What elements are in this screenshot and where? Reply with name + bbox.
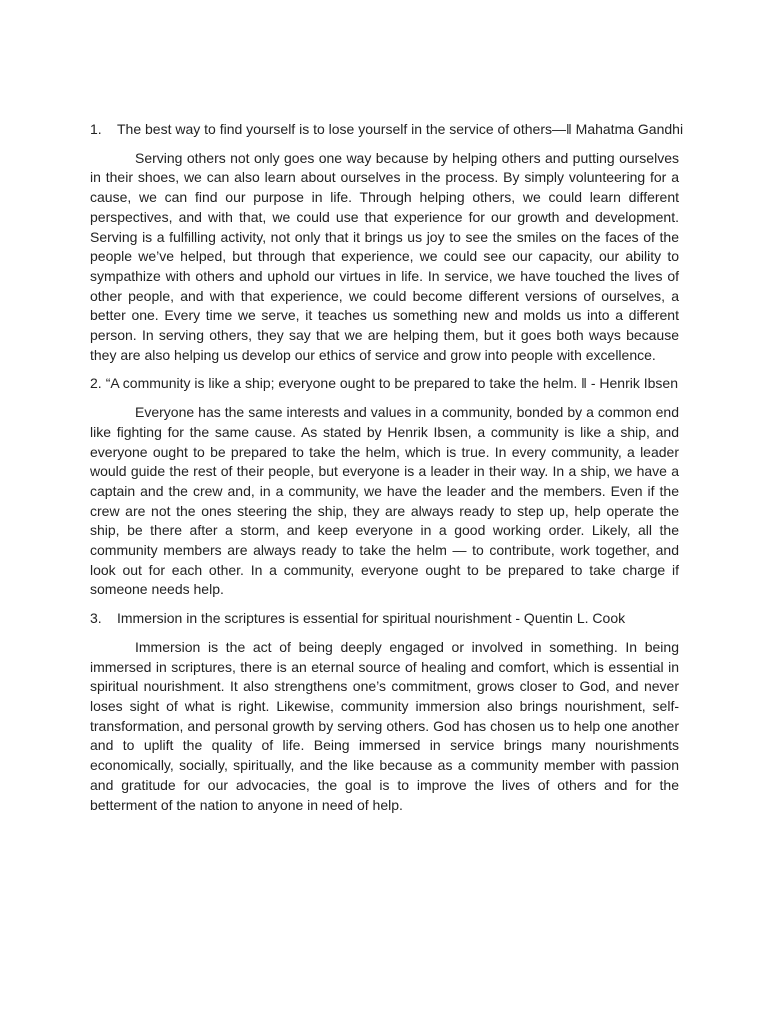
section-paragraph: Everyone has the same interests and values in a community, bonded by a common end like fighting for the same cause. As stated by Henrik Ibsen, a community is like a ship, and everyone ought to be prepared to take the helm, which is true. In every community, a leader would guide the rest of their people, but everyone is a leader in their way. In a ship, we have a captain and the crew and, in a community, we have the leader and the members. Even if the crew are not the ones steering the ship, they are always ready to step up, help operate the ship, be there after a storm, and keep everyone in a good working order. Likely, all the community members are always ready to take the helm — to contribute, work together, and look out for each other. In a community, everyone ought to be prepared to take charge if someone needs help. bbox=[90, 404, 679, 598]
section-paragraph: Immersion is the act of being deeply engaged or involved in something. In being immersed in scriptures, there is an eternal source of healing and comfort, which is essential in spiritual nourishment. It also strengthens one’s commitment, grows closer to God, and never loses sight of what is right. Likewise, community immersion also brings nourishment, self-transformation, and personal growth by serving others. God has chosen us to help one another and to uplift the quality of life. Being immersed in service brings many nourishments economically, socially, spiritually, and the like because as a community member with passion and gratitude for our advocacies, the goal is to improve the lives of others and for the betterment of the nation to anyone in need of help. bbox=[90, 638, 679, 813]
section-number: 3. bbox=[90, 610, 102, 627]
section-number: 1. bbox=[90, 121, 102, 137]
section-number: 2. bbox=[90, 375, 102, 392]
section-quote: The best way to find yourself is to lose yourself in the service of others—‖ Mahatma Gandhi bbox=[117, 121, 684, 137]
section-heading bbox=[90, 120, 684, 140]
section-quote: “A community is like a ship; everyone ought to be prepared to take the helm. ‖ - Henrik Ibsen bbox=[105, 375, 678, 392]
section-heading bbox=[90, 609, 679, 629]
section-heading bbox=[90, 374, 679, 394]
section-quote: Immersion in the scriptures is essential for spiritual nourishment - Quentin L. Cook bbox=[117, 610, 626, 627]
document-page bbox=[90, 120, 684, 824]
section-paragraph: Serving others not only goes one way because by helping others and putting ourselves in their shoes, we can also learn about ourselves in the process. By simply volunteering for a cause, we can find our purpose in life. Through helping others, we could learn different perspectives, and with that, we could use that experience for our growth and development. Serving is a fulfilling activity, not only that it brings us joy to see the smiles on the faces of the people we’ve helped, but through that experience, we could see our capacity, our ability to sympathize with others and uphold our virtues in life. In service, we have touched the lives of other people, and with that experience, we could become different versions of ourselves, a better one. Every time we serve, it teaches us something new and molds us into a different person. In serving others, they say that we are helping them, but it goes both ways because they are also helping us develop our ethics of service and grow into people with excellence. bbox=[90, 149, 679, 363]
